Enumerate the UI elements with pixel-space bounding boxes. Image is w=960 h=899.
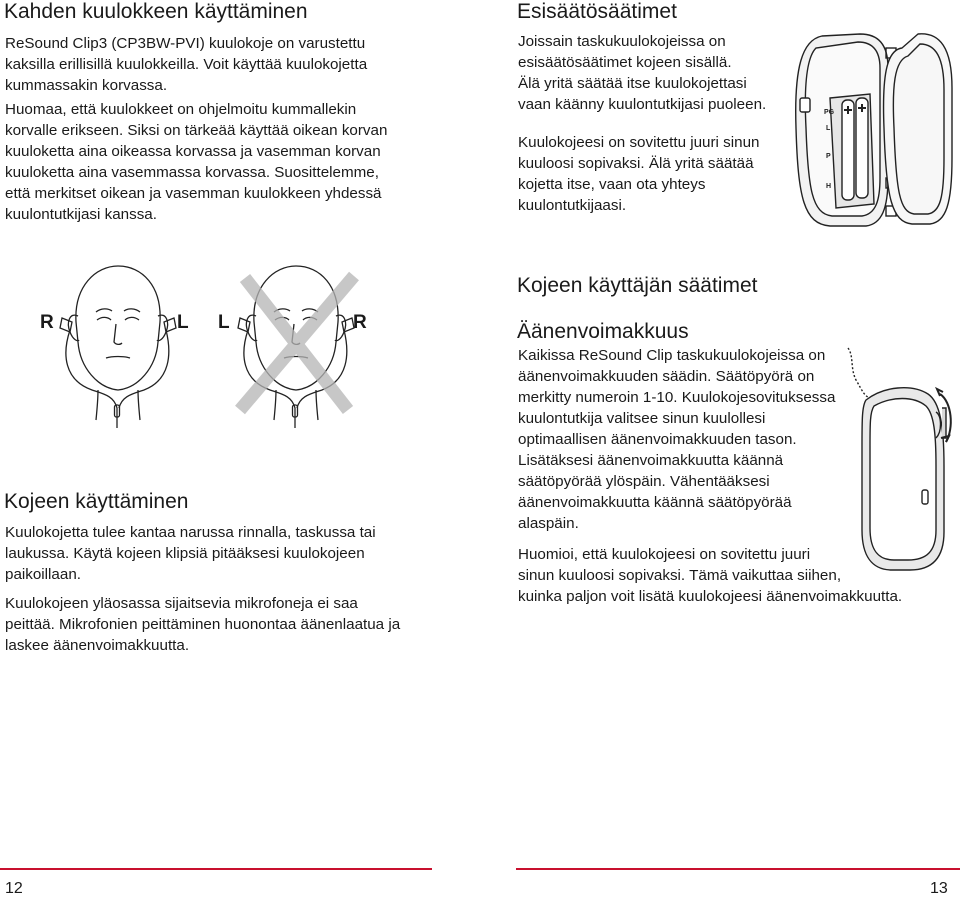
device-label-pg: PG: [824, 109, 835, 116]
text-line: kuulontutkija valitsee sinun kuulollesi: [518, 410, 766, 427]
text-line: Lisätäksesi äänenvoimakkuutta käännä: [518, 452, 784, 469]
text-line: kuuloketta aina vasemmassa korvassa. Suosittelemme,: [5, 164, 379, 181]
page-number-right: 13: [930, 880, 948, 897]
text-line: optimaallisen äänenvoimakkuuden tason.: [518, 431, 797, 448]
earphone-usage-illustration: [0, 250, 430, 430]
device-label-p: P: [826, 153, 831, 160]
section-title-presets: Esisäätösäätimet: [517, 0, 677, 23]
text-line: kaksilla erillisillä kuulokkeilla. Voit käyttää kuulokojetta: [5, 56, 368, 73]
section-title-two-earphones: Kahden kuulokkeen käyttäminen: [4, 0, 308, 23]
section-title-user-controls: Kojeen käyttäjän säätimet: [517, 274, 758, 297]
open-device-illustration: [790, 28, 958, 234]
text-line: peittää. Mikrofonien peittäminen huonontaa äänenlaatua ja: [5, 616, 401, 633]
label-wrong-right: R: [353, 312, 367, 333]
text-line: Joissain taskukuulokojeissa on: [518, 33, 726, 50]
text-line: äänenvoimakkuutta käännä säätöpyörää: [518, 494, 792, 511]
text-line: kuuloketta aina oikeassa korvassa ja vasemman korvan: [5, 143, 381, 160]
page-footer-rule-left: [0, 868, 432, 870]
paragraph-microphones: [5, 593, 400, 656]
text-line: kummassakin korvassa.: [5, 77, 168, 94]
text-line: säätöpyörää ylöspäin. Vähentääksesi: [518, 473, 770, 490]
paragraph-presets-fitted: [518, 132, 759, 216]
text-line: sinun kuuloosi sopivaksi. Tämä vaikuttaa siihen,: [518, 567, 842, 584]
label-correct-right: L: [177, 312, 189, 333]
text-line: esisäätösäätimet kojeen sisällä.: [518, 54, 732, 71]
text-line: kuuloosi sopivaksi. Älä yritä säätää: [518, 155, 754, 172]
text-line: Älä yritä säätää itse kuulokojettasi: [518, 75, 747, 92]
text-line: Kuulokojetta tulee kantaa narussa rinnalla, taskussa tai: [5, 524, 376, 541]
label-correct-left: R: [40, 312, 54, 333]
device-label-l: L: [826, 125, 831, 132]
device-label-h: H: [826, 183, 832, 190]
text-line: kojetta itse, vaan ota yhteys: [518, 176, 706, 193]
paragraph-volume-control: [518, 345, 835, 534]
text-line: että merkitset oikean ja vasemman kuulokkeen yhdessä: [5, 185, 382, 202]
text-line: äänenvoimakkuuden säädin. Säätöpyörä on: [518, 368, 815, 385]
text-line: Kuulokojeen yläosassa sijaitsevia mikrofoneja ei saa: [5, 595, 358, 612]
text-line: laskee äänenvoimakkuutta.: [5, 637, 190, 654]
text-line: kuinka paljon voit lisätä kuulokojeesi äänenvoimakkuutta.: [518, 588, 903, 605]
text-line: laukussa. Käytä kojeen klipsiä pitääksesi kuulokojeen: [5, 545, 365, 562]
paragraph-two-earphones-intro: [5, 33, 367, 96]
paragraph-presets-warning: [518, 31, 766, 115]
page-footer-rule-right: [516, 868, 960, 870]
text-line: vaan käänny kuulontutkijasi puoleen.: [518, 96, 767, 113]
text-line: merkitty numeroin 1-10. Kuulokojesovituksessa: [518, 389, 836, 406]
text-line: Huomaa, että kuulokkeet on ohjelmoitu kummallekin: [5, 101, 357, 118]
page-number-left: 12: [5, 880, 23, 897]
text-line: ReSound Clip3 (CP3BW-PVI) kuulokoje on varustettu: [5, 35, 366, 52]
volume-wheel-device-illustration: [840, 346, 958, 576]
text-line: kuulontutkijasi kanssa.: [5, 206, 157, 223]
text-line: paikoillaan.: [5, 566, 81, 583]
text-line: korvalle erikseen. Siksi on tärkeää käyttää oikean korvan: [5, 122, 388, 139]
head-correct-illustration: [60, 266, 176, 428]
text-line: Kaikissa ReSound Clip taskukuulokojeissa on: [518, 347, 826, 364]
text-line: Huomioi, että kuulokojeesi on sovitettu juuri: [518, 546, 811, 563]
section-title-device-usage: Kojeen käyttäminen: [4, 490, 189, 513]
text-line: Kuulokojeesi on sovitettu juuri sinun: [518, 134, 760, 151]
paragraph-device-carrying: [5, 522, 376, 585]
text-line: kuulontutkijaasi.: [518, 197, 627, 214]
subsection-title-volume: Äänenvoimakkuus: [517, 320, 689, 343]
label-wrong-left: L: [218, 312, 230, 333]
paragraph-two-earphones-note: [5, 99, 387, 225]
text-line: alaspäin.: [518, 515, 579, 532]
